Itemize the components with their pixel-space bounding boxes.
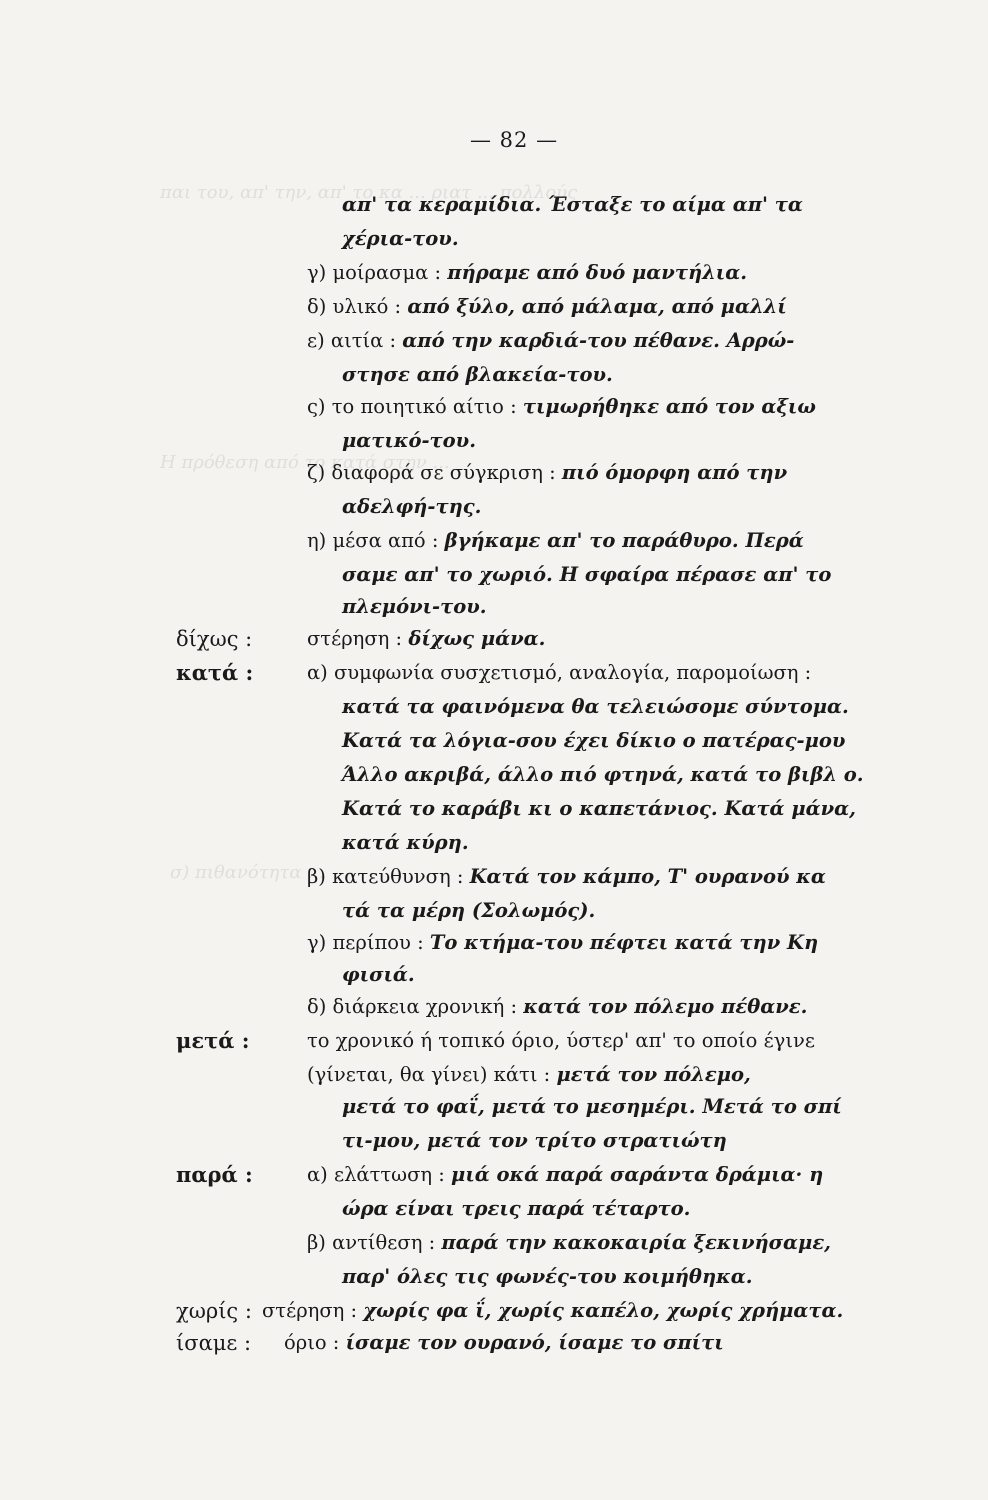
- text-line: ματικό-του.: [342, 429, 476, 452]
- text-line: β) κατεύθυνση : Κατά τον κάμπο, Τ' ουρανού κα: [307, 865, 826, 888]
- text-line: στησε από βλακεία-του.: [342, 363, 613, 386]
- text-line: Κατά το καράβι κι ο καπετάνιος. Κατά μάνα,: [342, 797, 856, 820]
- text-line: τι-μου, μετά τον τρίτο στρατιώτη: [342, 1129, 727, 1152]
- text-line: στέρηση : δίχως μάνα.: [307, 627, 546, 650]
- text-line: δ) διάρκεια χρονική : κατά τον πόλεμο πέθανε.: [307, 995, 808, 1018]
- page-number: — 82 —: [470, 128, 559, 152]
- text-line: γ) μοίρασμα : πήραμε από δυό μαντήλια.: [307, 261, 748, 284]
- text-line: αδελφή-της.: [342, 495, 482, 518]
- headword-dichos: δίχως :: [176, 627, 253, 651]
- text-line: α) συμφωνία συσχετισμό, αναλογία, παρομοίωση :: [307, 661, 812, 684]
- text-line: σαμε απ' το χωριό. Η σφαίρα πέρασε απ' το: [342, 563, 832, 586]
- headword-meta: μετά :: [176, 1028, 250, 1053]
- bleed-through-text: σ) πιθανότητα ...: [170, 862, 325, 883]
- text-line: απ' τα κεραμίδια. Έσταξε το αίμα απ' τα: [342, 193, 803, 216]
- headword-choris: χωρίς :: [176, 1299, 252, 1323]
- text-line: τά τα μέρη (Σολωμός).: [342, 899, 596, 922]
- text-line: κατά τα φαινόμενα θα τελειώσομε σύντομα.: [342, 695, 849, 718]
- headword-kata: κατά :: [176, 660, 254, 685]
- text-line: πλεμόνι-του.: [342, 595, 487, 618]
- text-line: στέρηση : χωρίς φα ΐ, χωρίς καπέλο, χωρίς χρήματα.: [262, 1299, 844, 1322]
- text-line: όριο : ίσαμε τον ουρανό, ίσαμε το σπίτι: [284, 1331, 724, 1354]
- bleed-through-text: Η πρόθεση από το κατά στην ...: [160, 452, 450, 473]
- bleed-through-text: παι του, απ' την, απ' το κα ... ριατ ... πολλούς: [160, 182, 578, 203]
- text-line: α) ελάττωση : μιά οκά παρά σαράντα δράμια· η: [307, 1163, 824, 1186]
- text-line: Άλλο ακριβά, άλλο πιό φτηνά, κατά το βιβλ ο.: [342, 763, 864, 786]
- text-line: το χρονικό ή τοπικό όριο, ύστερ' απ' το οποίο έγινε: [307, 1029, 815, 1052]
- text-line: χέρια-του.: [342, 227, 459, 250]
- text-line: Κατά τα λόγια-σου έχει δίκιο ο πατέρας-μου: [342, 729, 846, 752]
- headword-para: παρά :: [176, 1162, 253, 1187]
- text-line: παρ' όλες τις φωνές-του κοιμήθηκα.: [342, 1265, 753, 1288]
- text-line: μετά το φαΐ, μετά το μεσημέρι. Μετά το σπί: [342, 1095, 842, 1118]
- text-line: γ) περίπου : Το κτήμα-του πέφτει κατά την Κη: [307, 931, 819, 954]
- text-line: ζ) διαφορά σε σύγκριση : πιό όμορφη από την: [307, 461, 788, 484]
- text-line: ώρα είναι τρεις παρά τέταρτο.: [342, 1197, 691, 1220]
- text-line: η) μέσα από : βγήκαμε απ' το παράθυρο. Περά: [307, 529, 804, 552]
- text-line: ε) αιτία : από την καρδιά-του πέθανε. Αρρώ-: [307, 329, 795, 352]
- text-line: δ) υλικό : από ξύλο, από μάλαμα, από μαλλί: [307, 295, 787, 318]
- headword-isame: ίσαμε :: [176, 1331, 252, 1355]
- text-line: ς) το ποιητικό αίτιο : τιμωρήθηκε από τον αξιω: [307, 395, 816, 418]
- text-line: (γίνεται, θα γίνει) κάτι : μετά τον πόλεμο,: [307, 1063, 751, 1086]
- text-line: κατά κύρη.: [342, 831, 469, 854]
- text-line: β) αντίθεση : παρά την κακοκαιρία ξεκινήσαμε,: [307, 1231, 831, 1254]
- text-line: φισιά.: [342, 963, 415, 986]
